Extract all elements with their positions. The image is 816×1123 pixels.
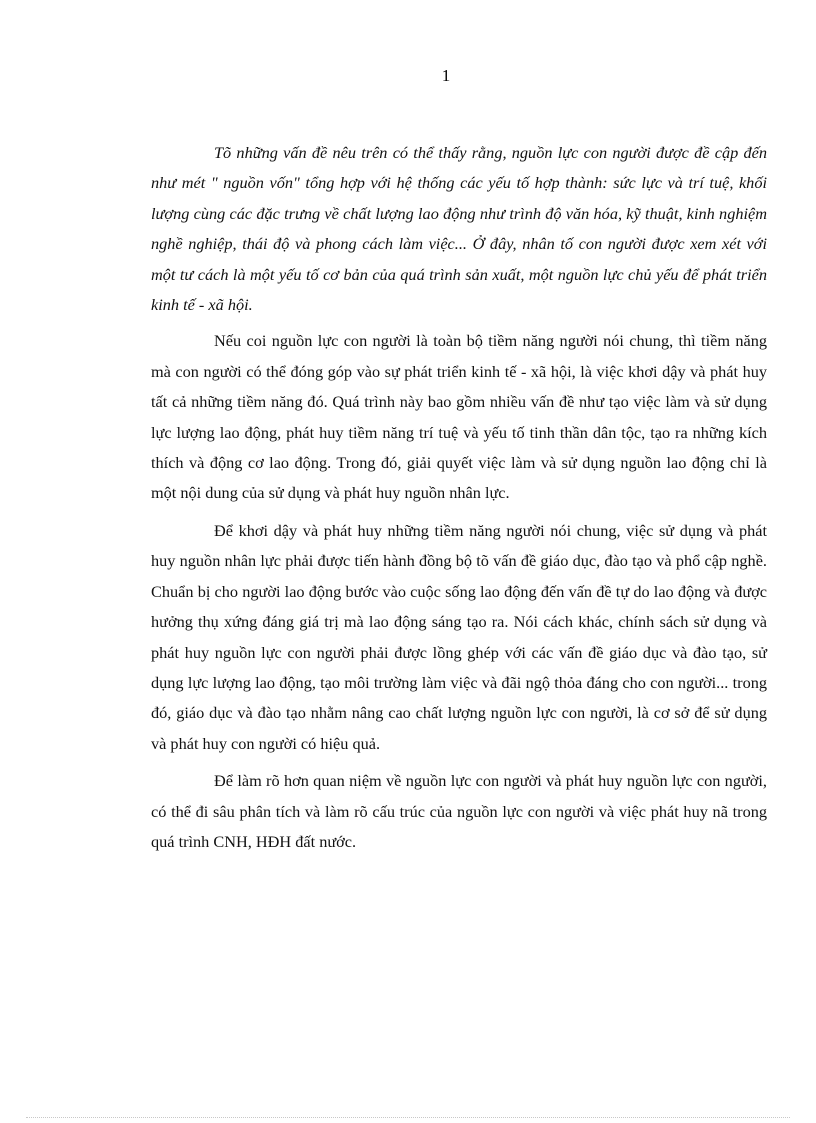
page-bottom-divider — [26, 1117, 790, 1118]
page-number: 1 — [441, 66, 451, 85]
paragraph-4: Để làm rõ hơn quan niệm về nguồn lực con người và phát huy nguồn lực con người, có thể đi sâu phân tích và làm rõ cấu trúc của nguồn lực con người và việc phát huy nã trong quá trình CNH, HĐH đất nước. — [151, 771, 767, 851]
paragraph-3: Để khơi dậy và phát huy những tiềm năng người nói chung, việc sử dụng và phát huy nguồn nhân lực phải được tiến hành đồng bộ tõ vấn đề giáo dục, đào tạo và phổ cập nghề. Chuẩn bị cho người lao động bước vào cuộc sống lao động đến vấn đề tự do lao động và được hưởng thụ xứng đáng giá trị mà lao động sáng tạo ra. Nói cách khác, chính sách sử dụng và phát huy nguồn lực con người phải được lồng ghép với các vấn đề giáo dục và đào tạo, sử dụng lực lượng lao động, tạo môi trường làm việc và đãi ngộ thỏa đáng cho con người... trong đó, giáo dục và đào tạo nhằm nâng cao chất lượng nguồn lực con người, là cơ sở để sử dụng và phát huy con người có hiệu quả. — [151, 520, 767, 753]
paragraph-1: Tõ những vấn đề nêu trên có thể thấy rằng, nguồn lực con người được đề cập đến như mét " nguồn vốn" tổng hợp với hệ thống các yếu tố hợp thành: sức lực và trí tuệ, khối lượng cùng các đặc trưng về chất lượng lao động như trình độ văn hóa, kỹ thuật, kinh nghiệm nghề nghiệp, thái độ và phong cách làm việc... Ở đây, nhân tố con người được xem xét với một tư cách là một yếu tố cơ bản của quá trình sản xuất, một nguồn lực chủ yếu để phát triển kinh tế - xã hội. — [151, 143, 767, 315]
paragraph-2: Nếu coi nguồn lực con người là toàn bộ tiềm năng người nói chung, thì tiềm năng mà con người có thể đóng góp vào sự phát triển kinh tế - xã hội, là việc khơi dậy và phát huy tất cả những tiềm năng đó. Quá trình này bao gồm nhiều vấn đề như tạo việc làm và sử dụng lực lượng lao động, phát huy tiềm năng trí tuệ và yếu tố tinh thần dân tộc, tạo ra những kích thích và động cơ lao động. Trong đó, giải quyết việc làm và sử dụng nguồn lao động chỉ là một nội dung của sử dụng và phát huy nguồn nhân lực. — [151, 331, 767, 503]
body-text — [151, 138, 767, 864]
